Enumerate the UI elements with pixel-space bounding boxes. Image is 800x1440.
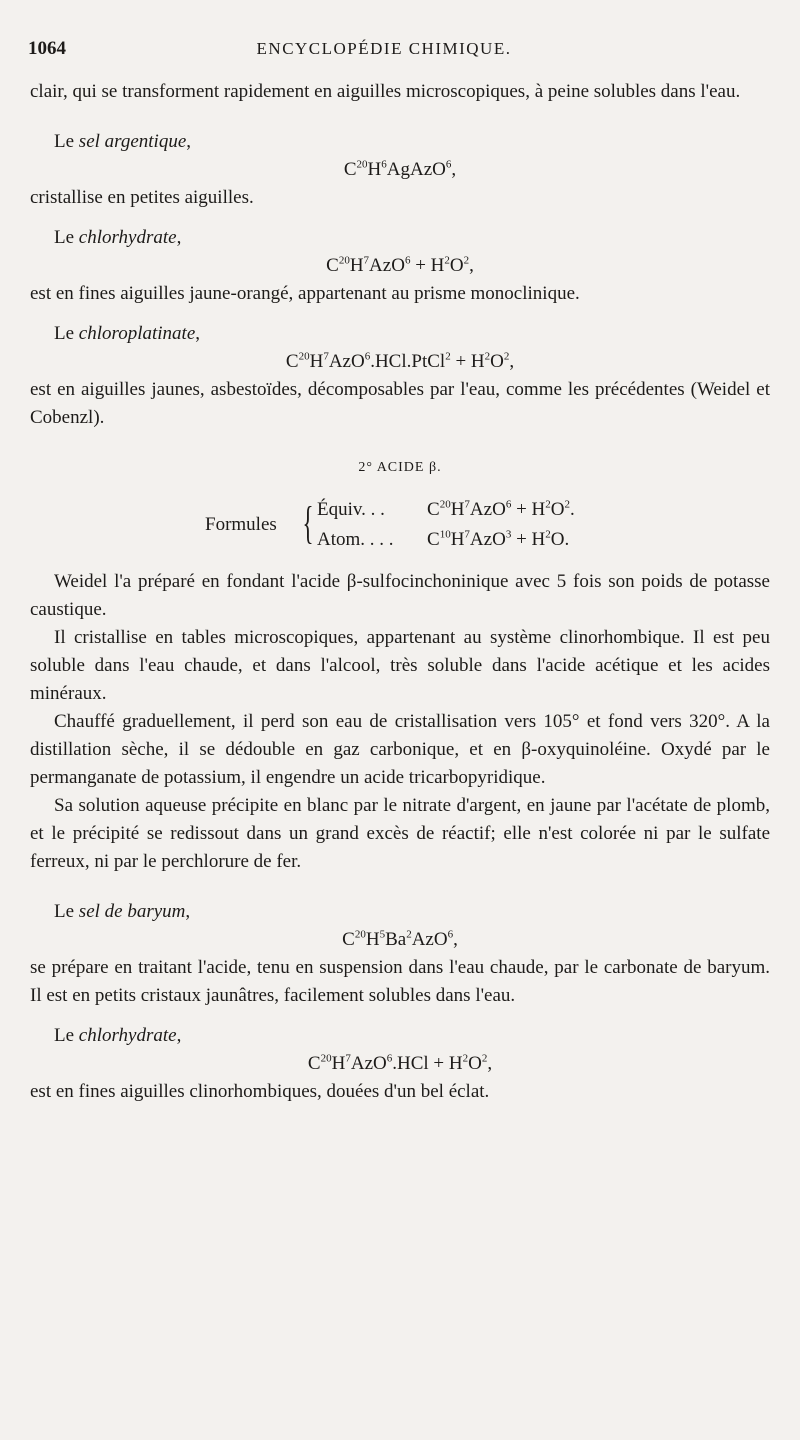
page-header: [28, 38, 740, 64]
paragraph-chloroplatinate: est en aiguilles jaunes, asbestoïdes, décomposables par l'eau, comme les précédentes (Weidel et Cobenzl).: [30, 379, 770, 428]
paragraph-continuation: clair, qui se transforment rapidement en aiguilles microscopiques, à peine solubles dans l'eau.: [30, 81, 741, 102]
formula-barium-salt: $C^{20}H^5Ba^2AzO^6$,: [342, 928, 458, 950]
paragraph-preparation: Weidel l'a préparé en fondant l'acide β-sulfocinchoninique avec 5 fois son poids de potasse caustique.: [30, 571, 770, 620]
compound-intro-silver-salt: Le sel argentique,: [54, 131, 192, 152]
section-heading: 2° ACIDE β.: [358, 460, 442, 475]
paragraph-chlorhydrate-beta: est en fines aiguilles clinorhombiques, douées d'un bel éclat.: [30, 1081, 490, 1102]
formula-silver-salt: $C^{20}H^6AgAzO^6$,: [343, 158, 457, 180]
formula-atom-row: Atom. . . . $C^{10}H^7AzO^3 + H^2O$.: [317, 528, 570, 550]
paragraph-chlorhydrate: est en fines aiguilles jaune-orangé, appartenant au prisme monoclinique.: [30, 283, 580, 304]
page-number: 1064: [28, 38, 66, 59]
compound-intro-chlorhydrate-beta: Le chlorhydrate,: [54, 1025, 182, 1046]
formula-chlorhydrate: $C^{20}H^7AzO^6 + H^2O^2$,: [326, 254, 474, 276]
compound-intro-chloroplatinate: Le chloroplatinate,: [54, 323, 200, 344]
running-title: ENCYCLOPÉDIE CHIMIQUE.: [256, 39, 512, 58]
formulas-block: [30, 494, 770, 556]
formula-equiv-row: Équiv. . . $C^{20}H^7AzO^6 + H^2O^2$.: [317, 498, 575, 520]
brace: {: [302, 497, 314, 548]
compound-intro-barium-salt: Le sel de baryum,: [54, 901, 191, 922]
formula-chloroplatinate: $C^{20}H^7AzO^6.HCl.PtCl^2 + H^2O^2$,: [285, 350, 515, 372]
paragraph-silver-salt: cristallise en petites aiguilles.: [30, 187, 254, 208]
paragraph-heating: Chauffé graduellement, il perd son eau de cristallisation vers 105° et fond vers 320°. A la distillation sèche, il se dédouble en gaz carbonique, et en β-oxyquinoléine. Oxydé par le permanganate de potassium, il engendre un acide tricarbopyridique.: [30, 711, 770, 788]
paragraph-solution: Sa solution aqueuse précipite en blanc par le nitrate d'argent, en jaune par l'acétate de plomb, et le précipité se redissout dans un grand excès de réactif; elle n'est colorée ni par le sulfate ferreux, ni par le perchlorure de fer.: [30, 795, 770, 872]
formula-chlorhydrate-beta: $C^{20}H^7AzO^6.HCl + H^2O^2$,: [307, 1052, 493, 1074]
formulas-label: Formules: [205, 514, 277, 535]
page-body: [30, 78, 770, 1106]
paragraph-crystallization: Il cristallise en tables microscopiques, appartenant au système clinorhombique. Il est peu soluble dans l'eau chaude, et dans l'alcool, très soluble dans l'acide acétique et les acides minéraux.: [30, 627, 770, 704]
paragraph-barium-salt: se prépare en traitant l'acide, tenu en suspension dans l'eau chaude, par le carbonate de baryum. Il est en petits cristaux jaunâtres, facilement solubles dans l'eau.: [30, 957, 770, 1006]
compound-intro-chlorhydrate: Le chlorhydrate,: [54, 227, 182, 248]
